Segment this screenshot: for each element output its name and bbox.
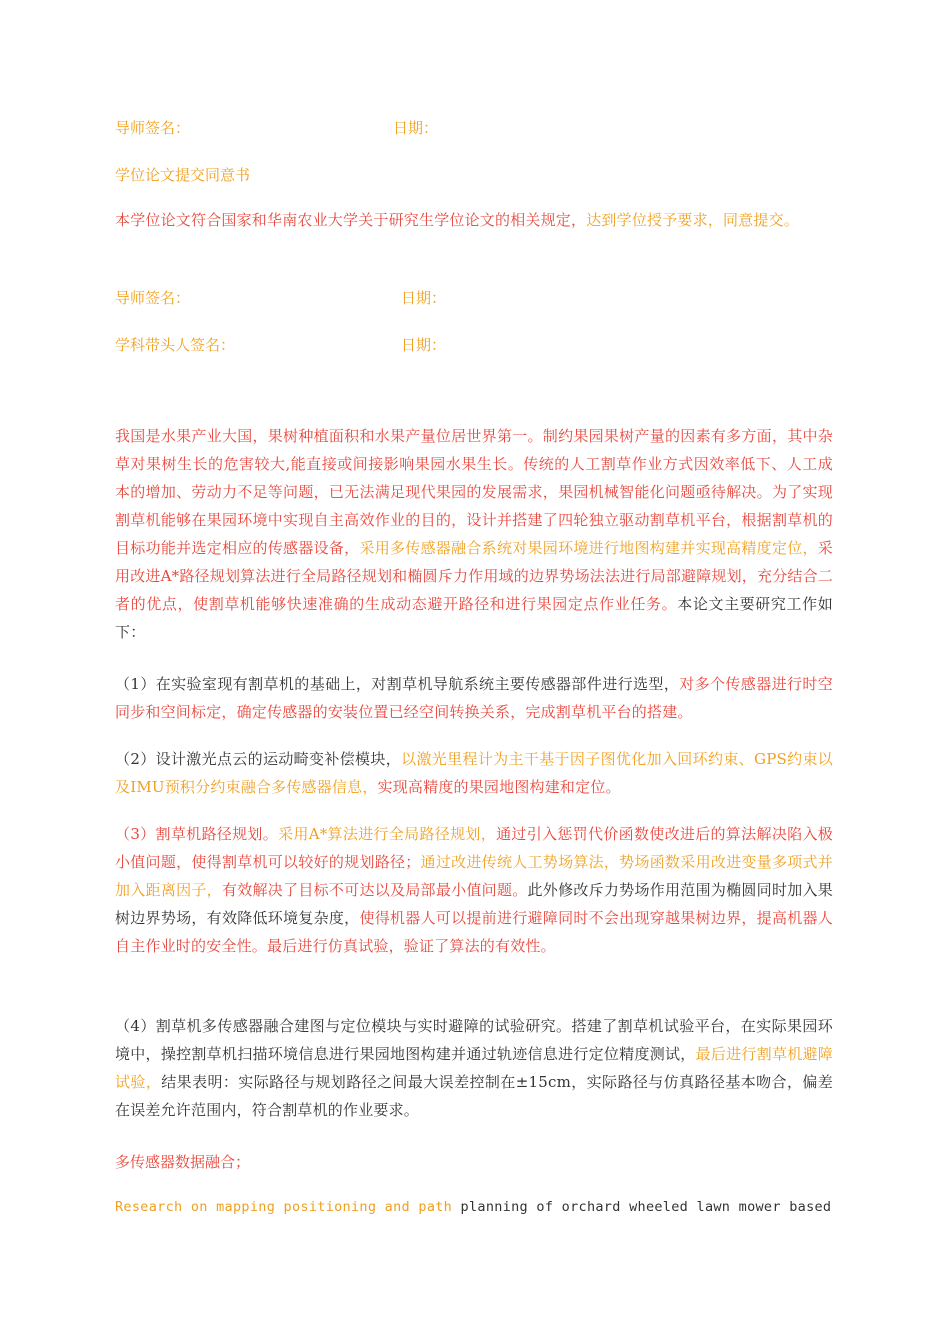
work-item-2-red: 实现高精度的果园地图构建和定位。 (377, 778, 621, 796)
work-item-3-red-3: 有效解决了目标不可达以及局部最小值问题。 (221, 881, 528, 899)
abstract-orange-part: 采用多传感器融合系统对果园环境进行地图构建并实现高精度定位， (359, 539, 818, 557)
work-item-3-orange-1: 采用A*算法进行全局路径规划， (278, 825, 497, 843)
work-item-4-dark-2: 结果表明：实际路径与规划路径之间最大误差控制在±15cm，实际路径与仿真路径基本吻合，偏差在误差允许范围内，符合割草机的作业要求。 (115, 1073, 833, 1119)
supervisor-sign-label-1: 导师签名： (115, 119, 191, 137)
work-item-3-red-4: 使得机器人可以提前进行避障同时不会出现穿越果树边界，提高机器人自主作业时的安全性。最后进行仿真试验，验证了算法的有效性。 (115, 909, 833, 955)
work-item-3-dark: 此外修改斥力势场作用范围为椭圆同时加入果树边界势场，有效降低环境复杂度， (115, 881, 833, 927)
abstract-red-part-2: 采用改进A*路径规划算法进行全局路径规划和椭圆斥力作用域的边界势场法法进行局部避障规划，充分结合二者的优点，使割草机能够快速准确的生成动态避开路径和进行果园定点作业任务。 (115, 539, 833, 613)
work-item-3-orange-2: 通过改进传统人工势场算法，势场函数采用改进变量多项式并加入距离因子， (115, 853, 833, 899)
work-item-4-orange: 最后进行割草机避障试验， (115, 1045, 833, 1091)
work-item-3-red-1: （3）割草机路径规划。 (115, 825, 279, 843)
english-title-orange: Research on mapping positioning and path (115, 1199, 453, 1215)
work-item-1 (115, 670, 833, 726)
discipline-leader-sign-label: 学科带头人签名： (115, 336, 236, 354)
supervisor-sign-label-2: 导师签名： (115, 289, 191, 307)
work-item-2 (115, 745, 833, 801)
work-item-2-orange: 以激光里程计为主干基于因子图优化加入回环约束、GPS约束以及IMU预积分约束融合多传感器信息， (115, 750, 833, 796)
work-item-3-red-2: 通过引入惩罚代价函数使改进后的算法解决陷入极小值问题，使得割草机可以较好的规划路径； (115, 825, 833, 871)
abstract-red-part: 我国是水果产业大国，果树种植面积和水果产量位居世界第一。制约果园果树产量的因素有多方面，其中杂草对果树生长的危害较大,能直接或间接影响果园水果生长。传统的人工割草作业方式因效率低下、人工成本的增加、劳动力不足等问题，已无法满足现代果园的发展需求，果园机械智能化问题亟待解决。为了实现割草机能够在果园环境中实现自主高效作业的目的，设计并搭建了四轮独立驱动割草机平台，根据割草机的目标功能并选定相应的传感器设备， (115, 427, 833, 557)
submission-title: 学位论文提交同意书 (115, 166, 251, 184)
discipline-leader-date-label: 日期： (401, 336, 447, 354)
supervisor-date-label-2: 日期： (401, 289, 447, 307)
english-title-dark: planning of orchard wheeled lawn mower based (452, 1199, 832, 1215)
abstract-intro-paragraph (115, 422, 833, 646)
work-item-1-dark: （1）在实验室现有割草机的基础上，对割草机导航系统主要传感器部件进行选型， (115, 675, 680, 693)
keywords: 多传感器数据融合； (115, 1153, 251, 1171)
document-page (115, 0, 833, 1344)
abstract-dark-part: 本论文主要研究工作如下： (115, 595, 833, 641)
work-item-4-dark-1: （4）割草机多传感器融合建图与定位模块与实时避障的试验研究。搭建了割草机试验平台，在实际果园环境中，操控割草机扫描环境信息进行果园地图构建并通过轨迹信息进行定位精度测试， (115, 1017, 833, 1063)
english-title (115, 1199, 831, 1215)
work-item-3 (115, 820, 833, 960)
work-item-1-red: 对多个传感器进行时空同步和空间标定，确定传感器的安装位置已经空间转换关系，完成割草机平台的搭建。 (115, 675, 833, 721)
submission-statement (115, 206, 833, 234)
statement-part-1: 本学位论文符合国家和华南农业大学关于研究生学位论文的相关规定， (115, 211, 587, 229)
work-item-4 (115, 1012, 833, 1124)
statement-part-2: 达到学位授予要求，同意 (586, 211, 754, 229)
date-label-1: 日期： (393, 119, 439, 137)
work-item-2-dark: （2）设计激光点云的运动畸变补偿模块， (115, 750, 402, 768)
statement-part-3: 提交。 (753, 211, 800, 229)
